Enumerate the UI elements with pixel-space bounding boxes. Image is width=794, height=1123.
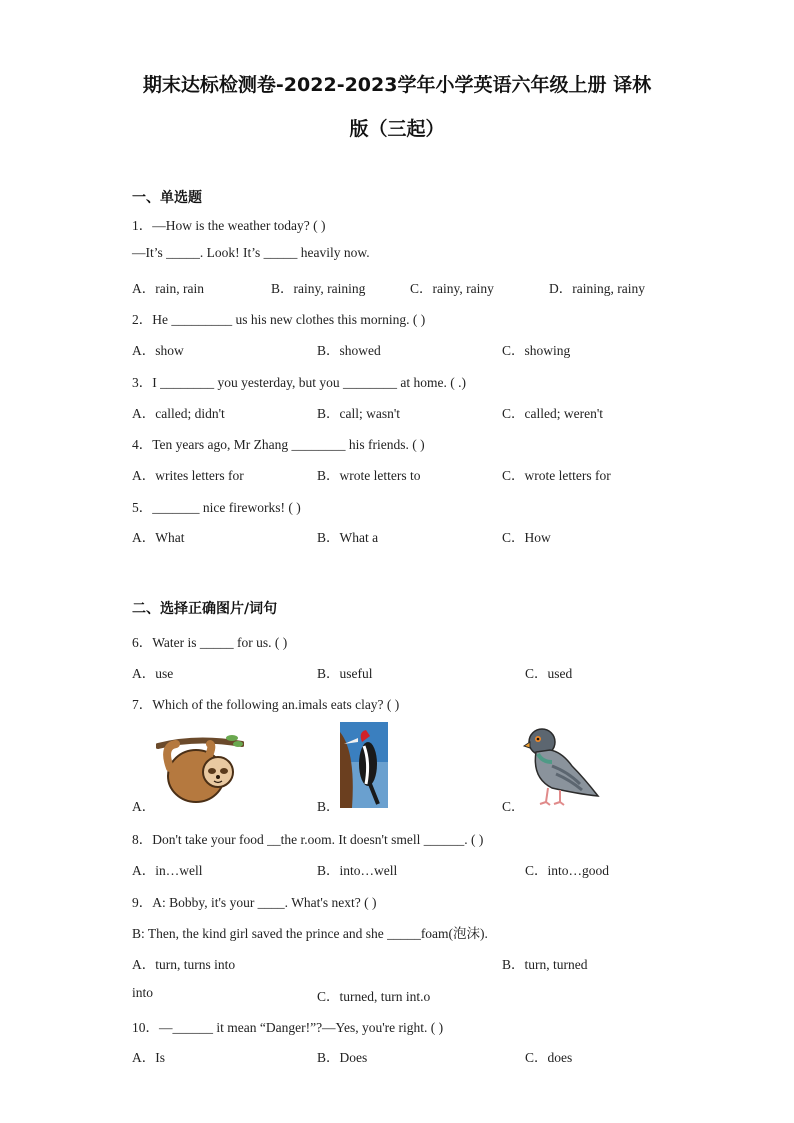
question-8-option-b[interactable]: B．into…well (317, 863, 398, 878)
question-7-stem: 7．Which of the following an.imals eats clay? ( ) (132, 697, 400, 712)
question-1-option-a[interactable]: A．rain, rain (132, 281, 204, 296)
question-6-option-a[interactable]: A．use (132, 666, 174, 681)
question-1-option-c[interactable]: C．rainy, rainy (410, 281, 494, 296)
woodpecker-image[interactable] (340, 722, 388, 808)
question-9-option-b[interactable]: B．turn, turned (502, 957, 588, 972)
question-6-option-c[interactable]: C．used (525, 666, 573, 681)
question-10-option-b[interactable]: B．Does (317, 1050, 368, 1065)
question-5-stem: 5．_______ nice fireworks! ( ) (132, 500, 301, 515)
question-9-option-a[interactable]: A．turn, turns into (132, 957, 236, 972)
question-5-option-c[interactable]: C．How (502, 530, 551, 545)
question-6-option-b[interactable]: B．useful (317, 666, 373, 681)
section-heading-choose-picture: 二、选择正确图片/词句 (132, 601, 278, 617)
question-10-option-a[interactable]: A．Is (132, 1050, 165, 1065)
question-1-stem-line-2: —It’s _____. Look! It’s _____ heavily now. (132, 245, 370, 260)
page-title-line-2: 版（三起） (349, 118, 445, 140)
section-heading-single-choice: 一、单选题 (132, 190, 202, 206)
question-3-option-b[interactable]: B．call; wasn't (317, 406, 401, 421)
question-4-option-a[interactable]: A．writes letters for (132, 468, 244, 483)
question-8-stem: 8．Don't take your food __the r.oom. It doesn't smell ______. ( ) (132, 832, 484, 847)
question-9-option-a-continued[interactable]: into (132, 985, 154, 1000)
question-10-stem: 10．—______ it mean “Danger!”?—Yes, you're right. ( ) (132, 1020, 444, 1035)
question-8-option-a[interactable]: A．in…well (132, 863, 203, 878)
question-3-option-a[interactable]: A．called; didn't (132, 406, 225, 421)
question-4-stem: 4．Ten years ago, Mr Zhang ________ his friends. ( ) (132, 437, 425, 452)
sloth-image[interactable] (156, 732, 244, 808)
question-7-option-a[interactable]: A． (132, 799, 156, 814)
question-4-option-b[interactable]: B．wrote letters to (317, 468, 421, 483)
question-3-option-c[interactable]: C．called; weren't (502, 406, 604, 421)
question-2-option-b[interactable]: B．showed (317, 343, 381, 358)
question-5-option-b[interactable]: B．What a (317, 530, 379, 545)
question-1-option-d[interactable]: D．raining, rainy (549, 281, 645, 296)
question-2-option-a[interactable]: A．show (132, 343, 184, 358)
question-9-stem-line-2: B: Then, the kind girl saved the prince and she _____foam(泡沫). (132, 926, 488, 941)
page-title-line-1: 期末达标检测卷-2022-2023学年小学英语六年级上册 译林 (142, 74, 652, 96)
question-9-stem: 9．A: Bobby, it's your ____. What's next? ( ) (132, 895, 377, 910)
question-10-option-c[interactable]: C．does (525, 1050, 573, 1065)
question-8-option-c[interactable]: C．into…good (525, 863, 610, 878)
question-7-option-b[interactable]: B． (317, 799, 340, 814)
question-4-option-c[interactable]: C．wrote letters for (502, 468, 611, 483)
question-6-stem: 6．Water is _____ for us. ( ) (132, 635, 288, 650)
question-2-stem: 2．He _________ us his new clothes this morning. ( ) (132, 312, 426, 327)
question-3-stem: 3．I ________ you yesterday, but you ________ at home. ( .) (132, 375, 466, 390)
pigeon-image[interactable] (522, 722, 602, 808)
question-2-option-c[interactable]: C．showing (502, 343, 571, 358)
question-7-option-c[interactable]: C． (502, 799, 525, 814)
question-5-option-a[interactable]: A．What (132, 530, 185, 545)
question-1-option-b[interactable]: B．rainy, raining (271, 281, 366, 296)
question-1-stem: 1．—How is the weather today? ( ) (132, 218, 326, 233)
question-9-option-c[interactable]: C．turned, turn int.o (317, 989, 431, 1004)
